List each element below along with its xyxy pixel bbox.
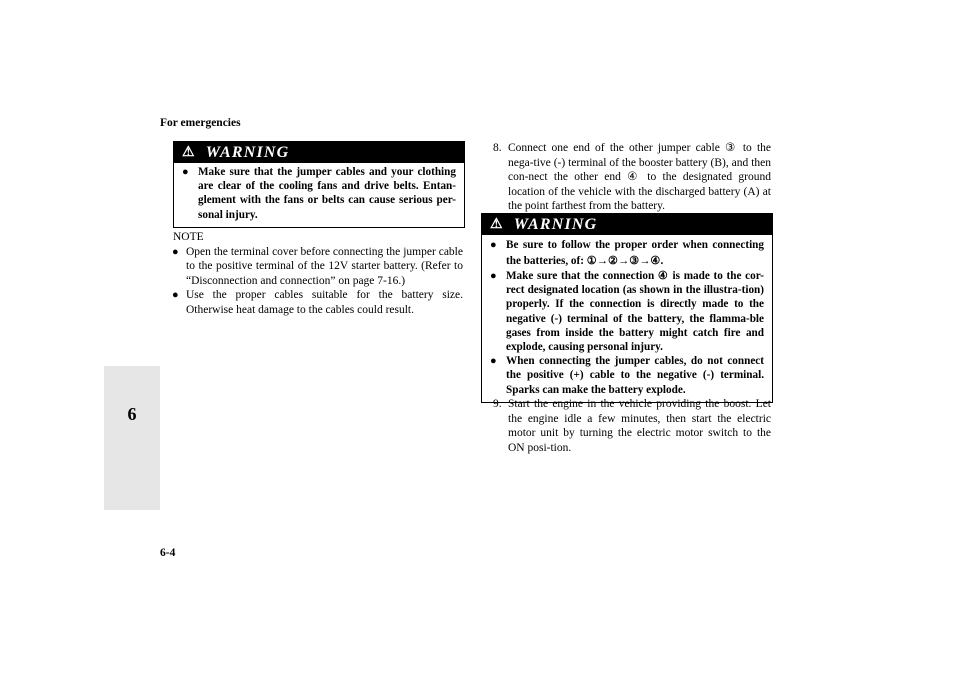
bullet-icon: ● [490, 270, 497, 282]
step-text: Start the engine in the vehicle providing the boost. Let the engine idle a few minutes, then start the electric motor unit by turning the electric motor switch to the ON posi-tion. [508, 398, 771, 454]
warning-box [173, 141, 465, 228]
note-block [173, 230, 463, 317]
bullet-icon: ● [172, 289, 179, 301]
warning-item-text: Make sure that the connection ④ is made to the cor-rect designated location (as shown in the illustra-tion) properly. If the connection is directly made to the negative (-) terminal of the battery, the flamma-ble gases from inside the battery might catch fire and explode, causing personal injury. [506, 270, 764, 354]
step-text: Connect one end of the other jumper cable ③ to the nega-tive (-) terminal of the booster battery (B), and then con-nect the other end ④ to the designated ground location of the vehicle with the discharged battery (A) at the point farthest from the battery. [508, 142, 771, 213]
chapter-number: 6 [127, 404, 137, 424]
warning-title: WARNING [513, 216, 598, 233]
warning-header [482, 214, 772, 235]
warning-item-text: When connecting the jumper cables, do not connect the positive (+) cable to the negative (-) terminal. Sparks can make the battery explode. [506, 355, 764, 396]
warning-item-text: Make sure that the jumper cables and your clothing are clear of the cooling fans and drive belts. Entan-glement with the fans or belts can cause serious per-sonal injury. [198, 166, 456, 221]
bullet-icon: ● [490, 239, 497, 251]
step-9 [493, 397, 771, 455]
step-number: 9. [493, 398, 502, 410]
note-item [173, 245, 463, 289]
section-header: For emergencies [160, 117, 241, 129]
warning-box [481, 213, 773, 403]
warning-item [490, 269, 764, 354]
bullet-icon: ● [182, 166, 189, 178]
bullet-icon: ● [490, 355, 497, 368]
step-8 [493, 141, 771, 214]
warning-title: WARNING [205, 144, 290, 161]
note-item-text: Use the proper cables suitable for the battery size. Otherwise heat damage to the cables could result. [186, 289, 463, 316]
warning-item [490, 237, 764, 269]
warning-item [490, 354, 764, 397]
note-item-text: Open the terminal cover before connecting the jumper cable to the positive terminal of the 12V starter battery. (Refer to “Disconnection and connection” on page 7-16.) [186, 245, 463, 287]
chapter-tab [104, 366, 160, 510]
warning-item [182, 165, 456, 222]
page-number: 6-4 [160, 547, 176, 559]
warning-header [174, 142, 464, 163]
warning-item-text: Be sure to follow the proper order when connecting the batteries, of: ①→②→③→④. [506, 239, 764, 267]
step-number: 8. [493, 142, 502, 154]
bullet-icon: ● [172, 245, 179, 258]
note-label: NOTE [173, 231, 204, 243]
warning-triangle-icon: ⚠ [182, 145, 196, 160]
note-item [173, 288, 463, 317]
warning-triangle-icon: ⚠ [490, 217, 504, 232]
